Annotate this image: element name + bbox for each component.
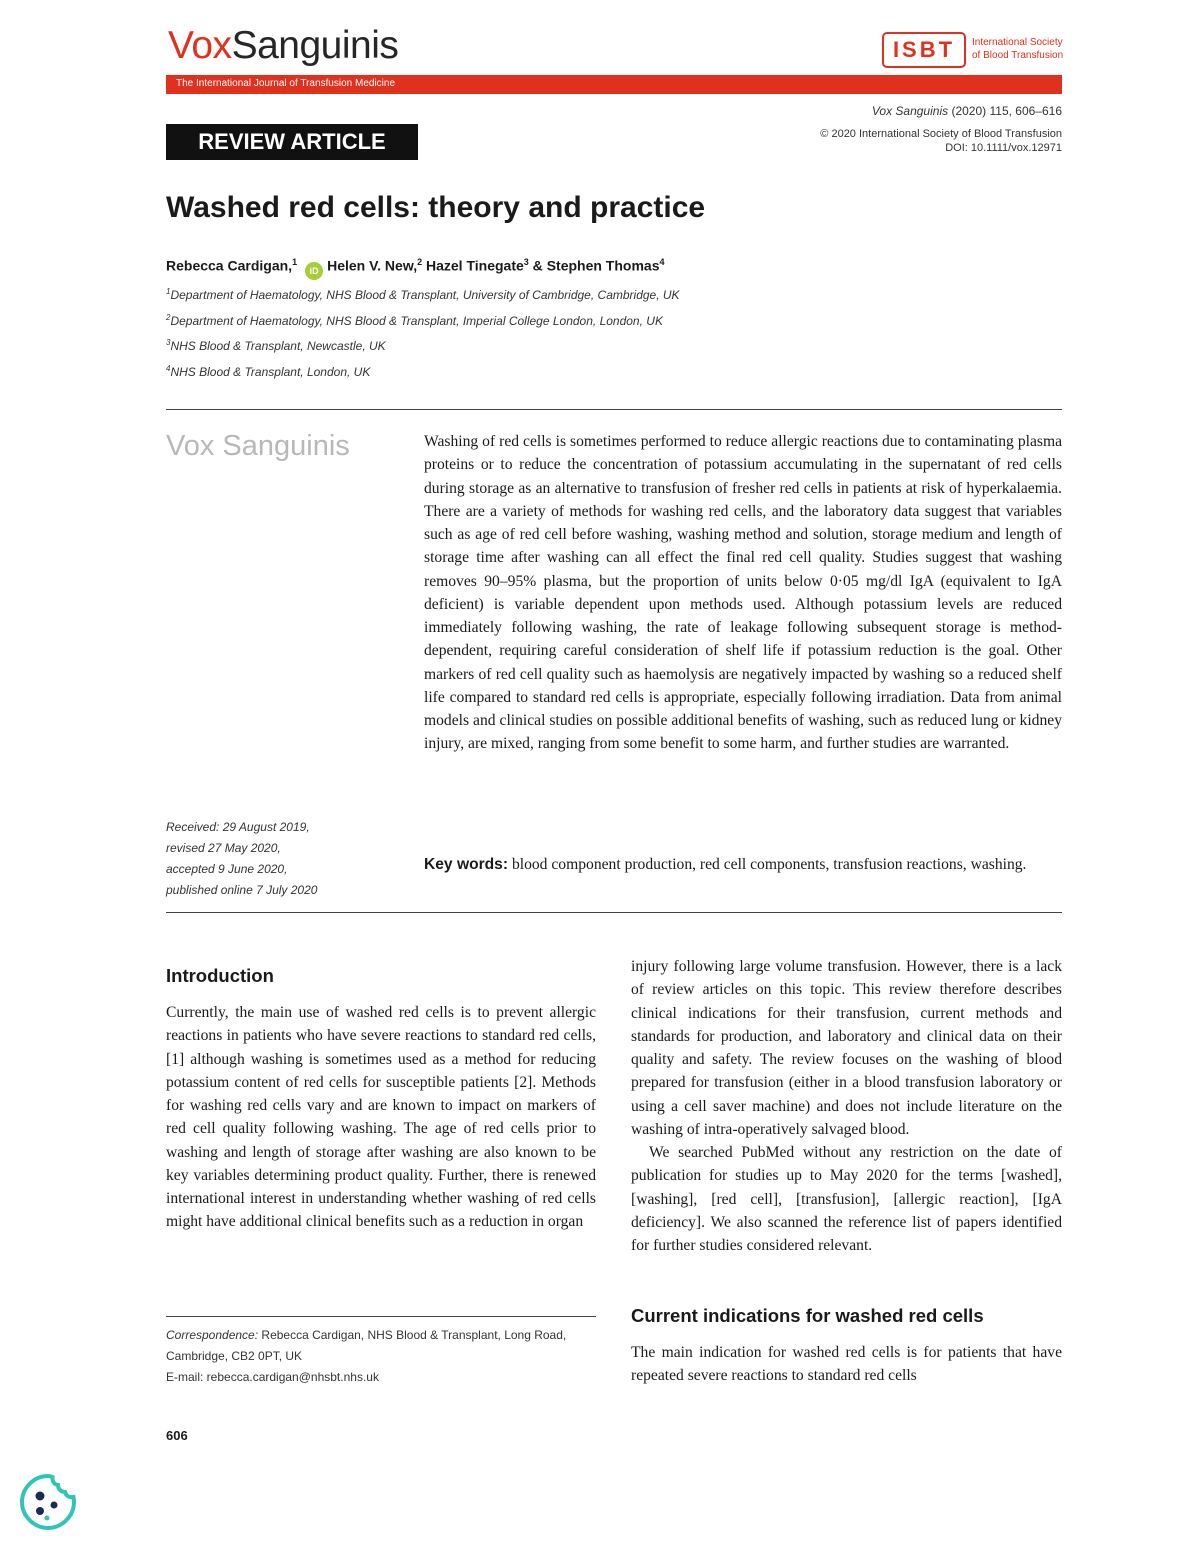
citation-line <box>872 104 1062 118</box>
affiliation-text: Department of Haematology, NHS Blood & Transplant, Imperial College London, London, UK <box>170 313 663 328</box>
affiliation-sup: 4 <box>166 363 171 373</box>
author-name[interactable]: Rebecca Cardigan, <box>166 257 293 274</box>
correspondence-email[interactable]: E-mail: rebecca.cardigan@nhsbt.nhs.uk <box>166 1370 379 1384</box>
author-affil-sup: 3 <box>523 257 529 267</box>
author-affil-sup: 4 <box>659 257 665 267</box>
indications-paragraph: The main indication for washed red cells is for patients that have repeated severe reactions to standard red cells <box>631 1344 1062 1385</box>
page-number: 606 <box>166 1428 188 1443</box>
intro-heading: Introduction <box>166 965 274 986</box>
body-column-left <box>166 1001 596 1234</box>
abstract-bottom-rule <box>166 912 1062 913</box>
author-name[interactable]: Stephen Thomas <box>546 257 660 274</box>
indications-heading: Current indications for washed red cells <box>631 1305 984 1326</box>
keywords-label: Key words: <box>424 856 509 873</box>
abstract: Washing of red cells is sometimes performed to reduce allergic reactions due to contaminating plasma proteins or to reduce the concentration of potassium accumulating in the supernatant of red cells during storage as an alternative to transfusion of fresher red cells in patients at risk of hyperkalaemia. There are a variety of methods for washing red cells, and the laboratory data suggest that variables such as age of red cell before washing, washing method and solution, storage medium and length of storage time after washing can all effect the final red cell quality. Studies suggest that washing removes 90–95% plasma, but the proportion of units below 0·05 mg/dl IgA (equivalent to IgA deficient) is variable dependent upon methods used. Although potassium levels are reduced immediately following washing, the rate of leakage following subsequent storage is method-dependent, requiring careful consideration of shelf life if potassium reduction is the goal. Other markers of red cell quality such as haemolysis are negatively impacted by washing so a reduced shelf life compared to standard red cells is appropriate, especially following irradiation. Data from animal models and clinical studies on possible additional benefits of washing, such as reduced lung or kidney injury, are mixed, ranging from some benefit to some harm, and further studies are warranted. <box>424 433 1062 753</box>
citation-journal: Vox Sanguinis <box>871 104 949 118</box>
affiliation-sup: 1 <box>166 287 171 296</box>
affiliations <box>166 281 680 383</box>
article-title: Washed red cells: theory and practice <box>166 191 706 224</box>
citation-details: (2020) 115, 606–616 <box>948 104 1062 118</box>
abstract-top-rule <box>166 409 1062 410</box>
logo-sanguinis: Sanguinis <box>231 24 399 67</box>
journal-banner <box>166 75 1062 94</box>
date-published: published online 7 July 2020 <box>166 883 318 897</box>
intro-paragraph: Currently, the main use of washed red cells is to prevent allergic reactions in patients who have severe reactions to standard red cells, [1] although washing is sometimes used as a method for reducing potassium content of red cells for susceptible patients [2]. Methods for washing red cells vary and are known to impact on markers of red cell quality following washing. The age of red cells prior to washing and length of storage after washing are also known to be key variables determining product quality. Further, there is renewed international interest in understanding whether washing of red cells might have additional clinical benefits such as a reduction in organ <box>166 1004 596 1231</box>
isbt-mark: ISBT <box>882 32 966 68</box>
affiliation <box>166 358 680 384</box>
keywords <box>424 853 1062 876</box>
logo-vox: Vox <box>168 24 232 67</box>
cookie-icon[interactable] <box>16 1470 80 1534</box>
copyright-block <box>820 127 1062 155</box>
date-received: Received: 29 August 2019, <box>166 820 310 834</box>
article-type-badge: REVIEW ARTICLE <box>166 124 418 160</box>
affiliation-text: NHS Blood & Transplant, Newcastle, UK <box>170 339 386 353</box>
affiliation <box>166 281 680 307</box>
correspondence-text: Rebecca Cardigan, NHS Blood & Transplant, Long Road, Cambridge, CB2 0PT, UK <box>166 1328 567 1363</box>
isbt-name: International Society of Blood Transfusion <box>972 37 1064 61</box>
correspondence <box>166 1325 596 1388</box>
body-column-right <box>631 955 1062 1257</box>
cookie-icon-graphic <box>16 1470 80 1534</box>
side-journal-name: Vox Sanguinis <box>166 430 350 462</box>
indications-body <box>631 1341 1062 1388</box>
keywords-text: blood component production, red cell components, transfusion reactions, washing. <box>508 856 1027 873</box>
article-dates <box>166 817 317 901</box>
footnote-rule <box>166 1316 596 1317</box>
author-name[interactable]: Hazel Tinegate <box>426 257 524 274</box>
affiliation <box>166 307 680 333</box>
author-name[interactable]: Helen V. New, <box>327 257 418 274</box>
date-revised: revised 27 May 2020, <box>166 841 281 855</box>
affiliation-sup: 3 <box>166 338 171 347</box>
author-separator: & <box>528 257 547 274</box>
intro-paragraph: We searched PubMed without any restriction on the date of publication for studies up to May 2020 for the terms [washed], [washing], [red cell], [transfusion], [allergic reaction], [IgA deficiency]. We also scanned the reference list of papers identified for further studies considered relevant. <box>631 1144 1062 1254</box>
date-accepted: accepted 9 June 2020, <box>166 862 288 876</box>
correspondence-label: Correspondence: <box>166 1328 259 1342</box>
affiliation-text: Department of Haematology, NHS Blood & Transplant, University of Cambridge, Cambridge, UK <box>170 288 680 302</box>
author-affil-sup: 1 <box>292 257 298 267</box>
journal-tagline: The International Journal of Transfusion Medicine <box>176 78 396 89</box>
author-affil-sup: 2 <box>417 257 423 267</box>
journal-logo <box>168 26 398 65</box>
copyright: © 2020 International Society of Blood Transfusion <box>820 128 1062 140</box>
author-list <box>166 257 665 280</box>
isbt-logo <box>882 32 1062 68</box>
affiliation-sup: 2 <box>166 312 171 322</box>
affiliation-text: NHS Blood & Transplant, London, UK <box>170 364 371 379</box>
intro-paragraph-continued: injury following large volume transfusion. However, there is a lack of review articles on this topic. This review therefore describes clinical indications for their transfusion, current methods and standards for production, and laboratory and clinical data on their quality and safety. The review focuses on the washing of blood prepared for transfusion (either in a blood transfusion laboratory or using a cell saver machine) and does not include literature on the washing of intra-operatively salvaged blood. <box>631 958 1062 1138</box>
orcid-icon[interactable]: iD <box>305 262 323 280</box>
doi[interactable]: DOI: 10.1111/vox.12971 <box>945 142 1062 154</box>
affiliation <box>166 332 680 358</box>
